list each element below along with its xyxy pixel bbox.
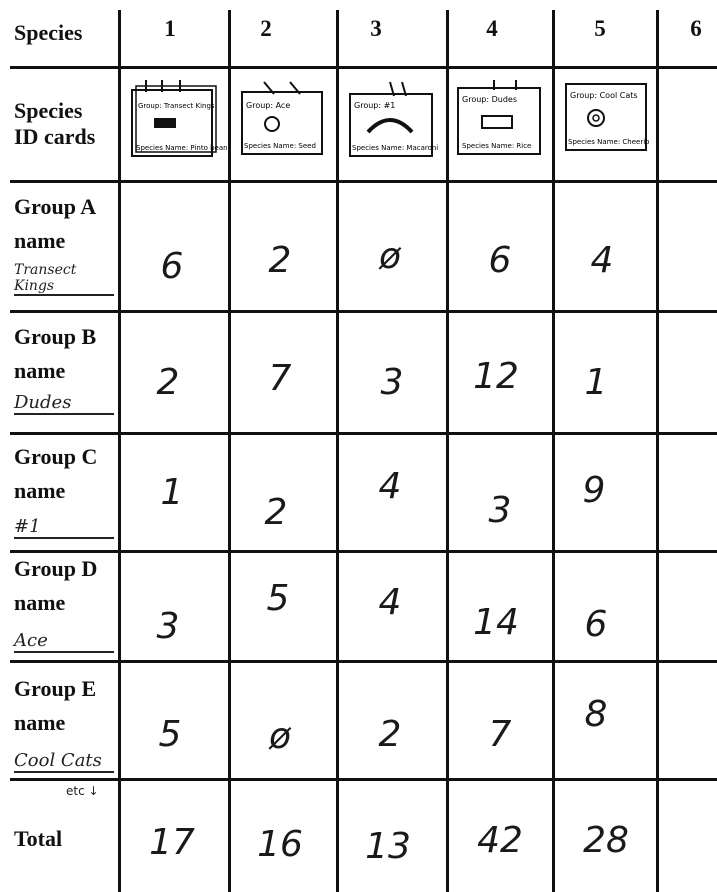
group-c-handwritten-name: #1 bbox=[14, 516, 114, 539]
tally-cell: 9 bbox=[582, 470, 606, 511]
tally-cell: 4 bbox=[378, 466, 402, 507]
svg-text:Species Name: Pinto bean: Species Name: Pinto bean bbox=[136, 144, 228, 152]
tally-cell: 14 bbox=[473, 602, 519, 643]
total-cell: 13 bbox=[365, 826, 411, 867]
grid-line-horizontal bbox=[10, 778, 717, 781]
group-b-name-label: name bbox=[14, 358, 66, 383]
etc-note: etc ↓ bbox=[66, 784, 99, 798]
grid-line-horizontal bbox=[10, 66, 717, 69]
total-cell: 17 bbox=[149, 822, 195, 863]
tally-cell: ø bbox=[378, 236, 402, 277]
grid-line-vertical bbox=[446, 10, 449, 892]
tally-cell: 6 bbox=[488, 240, 512, 281]
svg-text:Species Name: Macaroni: Species Name: Macaroni bbox=[352, 144, 439, 152]
group-a-name-label: name bbox=[14, 228, 66, 253]
svg-text:Species Name: Seed: Species Name: Seed bbox=[244, 142, 316, 150]
tally-cell: 3 bbox=[488, 490, 512, 531]
svg-text:Species Name: Rice: Species Name: Rice bbox=[462, 142, 532, 150]
tally-cell: 2 bbox=[156, 362, 180, 403]
group-a-title: Group A bbox=[14, 194, 97, 219]
species-id-card bbox=[346, 78, 439, 162]
svg-text:Species Name: Cheerio: Species Name: Cheerio bbox=[568, 138, 650, 146]
grid-line-vertical bbox=[336, 10, 339, 892]
total-label: Total bbox=[14, 826, 63, 851]
svg-text:Group: Dudes: Group: Dudes bbox=[462, 95, 517, 104]
group-e-label bbox=[14, 676, 96, 736]
group-a-handwritten-name: Transect Kings bbox=[14, 262, 114, 296]
group-d-handwritten-name: Ace bbox=[14, 630, 114, 653]
grid-line-vertical bbox=[656, 10, 659, 892]
tally-cell: 2 bbox=[378, 714, 402, 755]
svg-text:Group: Cool Cats: Group: Cool Cats bbox=[570, 91, 638, 100]
tally-cell: 12 bbox=[473, 356, 519, 397]
group-c-name-label: name bbox=[14, 478, 66, 503]
column-header-2: 2 bbox=[260, 16, 272, 41]
species-id-card-sketch bbox=[128, 78, 228, 162]
group-d-title: Group D bbox=[14, 556, 98, 581]
group-c-title: Group C bbox=[14, 444, 98, 469]
tally-cell: 1 bbox=[584, 362, 608, 403]
svg-text:Group: #1: Group: #1 bbox=[354, 101, 396, 110]
tally-cell: 4 bbox=[378, 582, 402, 623]
group-d-name-label: name bbox=[14, 590, 66, 615]
tally-cell: ø bbox=[268, 716, 292, 757]
group-e-name-label: name bbox=[14, 710, 66, 735]
id-cards-label bbox=[14, 98, 95, 150]
column-header-4: 4 bbox=[486, 16, 498, 41]
tally-cell: 1 bbox=[160, 472, 184, 513]
species-id-card bbox=[238, 78, 328, 162]
species-id-card-sketch bbox=[454, 78, 544, 162]
tally-cell: 6 bbox=[584, 604, 608, 645]
grid-line-vertical bbox=[228, 10, 231, 892]
species-id-card-sketch bbox=[238, 78, 328, 162]
grid-line-horizontal bbox=[10, 660, 717, 663]
tally-cell: 8 bbox=[584, 694, 608, 735]
tally-cell: 2 bbox=[268, 240, 292, 281]
tally-cell: 7 bbox=[488, 714, 512, 755]
grid-line-horizontal bbox=[10, 310, 717, 313]
total-cell: 28 bbox=[583, 820, 629, 861]
species-id-card-sketch bbox=[346, 78, 439, 162]
species-header-label: Species bbox=[14, 20, 83, 45]
species-id-card bbox=[454, 78, 544, 162]
grid-line-horizontal bbox=[10, 432, 717, 435]
tally-cell: 5 bbox=[266, 578, 290, 619]
id-cards-label-line1: Species bbox=[14, 98, 83, 123]
tally-cell: 4 bbox=[590, 240, 614, 281]
tally-cell: 5 bbox=[158, 714, 182, 755]
tally-cell: 6 bbox=[160, 246, 184, 287]
total-cell: 42 bbox=[477, 820, 523, 861]
tally-cell: 2 bbox=[264, 492, 288, 533]
group-b-label bbox=[14, 324, 96, 384]
total-cell: 16 bbox=[257, 824, 303, 865]
id-cards-label-line2: ID cards bbox=[14, 124, 96, 149]
species-id-card-sketch bbox=[562, 78, 652, 162]
group-e-handwritten-name: Cool Cats bbox=[14, 750, 114, 773]
group-d-label bbox=[14, 556, 97, 616]
species-id-card bbox=[562, 78, 652, 162]
tally-cell: 3 bbox=[156, 606, 180, 647]
column-header-5: 5 bbox=[594, 16, 606, 41]
grid-line-vertical bbox=[552, 10, 555, 892]
grid-line-horizontal bbox=[10, 180, 717, 183]
group-b-title: Group B bbox=[14, 324, 97, 349]
group-a-label bbox=[14, 194, 96, 254]
tally-cell: 3 bbox=[380, 362, 404, 403]
column-header-1: 1 bbox=[164, 16, 176, 41]
column-header-6: 6 bbox=[690, 16, 702, 41]
svg-text:Group: Ace: Group: Ace bbox=[246, 101, 291, 110]
grid-line-horizontal bbox=[10, 550, 717, 553]
tally-cell: 7 bbox=[268, 358, 292, 399]
svg-text:Group: Transect Kings: Group: Transect Kings bbox=[138, 102, 215, 110]
column-header-3: 3 bbox=[370, 16, 382, 41]
grid-line-vertical bbox=[118, 10, 121, 892]
group-e-title: Group E bbox=[14, 676, 97, 701]
group-b-handwritten-name: Dudes bbox=[14, 392, 114, 415]
group-c-label bbox=[14, 444, 97, 504]
species-id-card bbox=[128, 78, 228, 162]
